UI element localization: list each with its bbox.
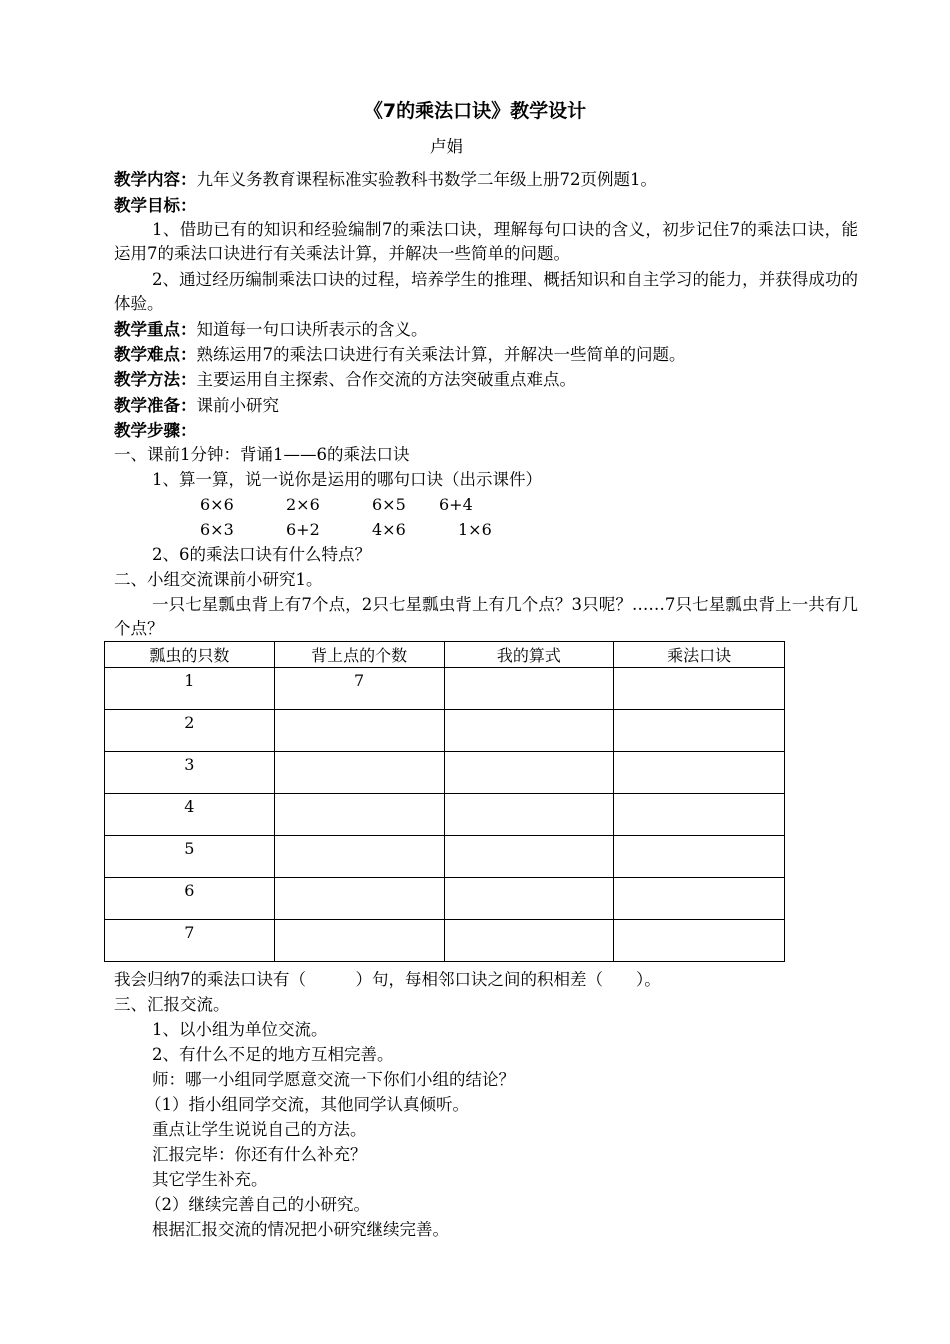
table-cell: [614, 836, 785, 878]
calc-r2-1: 6×3: [200, 520, 234, 539]
key-point-label: 教学重点：: [114, 320, 197, 339]
prep-text: 课前小研究: [196, 396, 279, 415]
section-2-heading: 二、小组交流课前小研究1。: [114, 570, 323, 589]
section-3-line-7: 其它学生补充。: [152, 1170, 268, 1189]
table-cell: [274, 920, 444, 962]
table-cell: 5: [105, 836, 275, 878]
table-cell: [614, 752, 785, 794]
section-1-heading: 一、课前1分钟：背诵1——6的乘法口诀: [114, 445, 410, 464]
table-cell: [444, 668, 614, 710]
table-cell: 2: [105, 710, 275, 752]
table-row: [105, 752, 785, 794]
table-cell: [614, 710, 785, 752]
calc-r2-4: 1×6: [458, 520, 492, 539]
goal-2: 2、通过经历编制乘法口诀的过程，培养学生的推理、概括知识和自主学习的能力，并获得成功的体验。: [114, 270, 858, 313]
key-point-line: [114, 318, 428, 342]
goal-1: 1、借助已有的知识和经验编制7的乘法口诀，理解每句口诀的含义，初步记住7的乘法口诀，能运用7的乘法口诀进行有关乘法计算，并解决一些简单的问题。: [114, 220, 858, 263]
steps-label: 教学步骤：: [114, 421, 197, 440]
key-point-text: 知道每一句口诀所表示的含义。: [196, 320, 428, 339]
table-cell: 3: [105, 752, 275, 794]
table-row: [105, 836, 785, 878]
table-cell: [274, 710, 444, 752]
table-cell: [444, 710, 614, 752]
calc-r1-2: 2×6: [286, 495, 320, 514]
section-3-line-9: 根据汇报交流的情况把小研究继续完善。: [152, 1220, 449, 1239]
section-3-line-4: （1）指小组同学交流，其他同学认真倾听。: [145, 1095, 469, 1114]
table-cell: [274, 752, 444, 794]
section-1-question-2: 2、6的乘法口诀有什么特点？: [152, 545, 371, 564]
method-label: 教学方法：: [114, 370, 197, 389]
document-title: 《7的乘法口诀》教学设计: [363, 100, 587, 122]
table-row: [105, 794, 785, 836]
section-1-question-1: 1、算一算，说一说你是运用的哪句口诀（出示课件）: [152, 470, 542, 489]
prep-line: [114, 394, 279, 418]
section-3-line-5: 重点让学生说说自己的方法。: [152, 1120, 367, 1139]
table-row: [105, 710, 785, 752]
table-header-cell: 背上点的个数: [274, 642, 444, 668]
calc-r1-3: 6×5: [372, 495, 406, 514]
prep-label: 教学准备：: [114, 396, 197, 415]
table-cell: [614, 794, 785, 836]
table-cell: 4: [105, 794, 275, 836]
ladybug-table: [104, 641, 785, 962]
table-header-cell: 瓢虫的只数: [105, 642, 275, 668]
table-cell: [614, 878, 785, 920]
calc-r2-2: 6+2: [286, 520, 320, 539]
section-3-line-2: 2、有什么不足的地方互相完善。: [152, 1045, 394, 1064]
calc-r1-1: 6×6: [200, 495, 234, 514]
goals-label: 教学目标：: [114, 196, 197, 215]
content-text: 九年义务教育课程标准实验教科书数学二年级上册72页例题1。: [196, 170, 657, 189]
table-cell: [444, 836, 614, 878]
method-text: 主要运用自主探索、合作交流的方法突破重点难点。: [196, 370, 576, 389]
content-line: [114, 168, 657, 192]
difficulty-line: [114, 343, 686, 367]
table-cell: [614, 668, 785, 710]
summary-line: 我会归纳7的乘法口诀有（ ）句，每相邻口诀之间的积相差（ ）。: [114, 970, 661, 989]
table-cell: [274, 794, 444, 836]
author-name: 卢娟: [430, 137, 463, 156]
table-cell: 7: [105, 920, 275, 962]
section-3-line-6: 汇报完毕：你还有什么补充？: [152, 1145, 367, 1164]
table-cell: [614, 920, 785, 962]
table-cell: [444, 878, 614, 920]
section-3-line-8: （2）继续完善自己的小研究。: [145, 1195, 370, 1214]
table-cell: 6: [105, 878, 275, 920]
table-cell: [274, 878, 444, 920]
difficulty-label: 教学难点：: [114, 345, 197, 364]
table-row: [105, 668, 785, 710]
table-cell: 7: [274, 668, 444, 710]
table-header-cell: 乘法口诀: [614, 642, 785, 668]
section-3-line-1: 1、以小组为单位交流。: [152, 1020, 328, 1039]
table-header-cell: 我的算式: [444, 642, 614, 668]
table-cell: [444, 794, 614, 836]
table-row: [105, 920, 785, 962]
calc-r2-3: 4×6: [372, 520, 406, 539]
table-header-row: [105, 642, 785, 668]
table-row: [105, 878, 785, 920]
table-cell: [444, 920, 614, 962]
table-cell: [444, 752, 614, 794]
table-cell: [274, 836, 444, 878]
content-label: 教学内容：: [114, 170, 197, 189]
section-3-heading: 三、汇报交流。: [114, 995, 230, 1014]
table-cell: 1: [105, 668, 275, 710]
calc-r1-4: 6+4: [439, 495, 473, 514]
section-2-paragraph: 一只七星瓢虫背上有7个点，2只七星瓢虫背上有几个点？3只呢？……7只七星瓢虫背上一共有几个点？: [114, 595, 858, 638]
difficulty-text: 熟练运用7的乘法口诀进行有关乘法计算，并解决一些简单的问题。: [196, 345, 686, 364]
method-line: [114, 368, 576, 392]
section-3-line-3: 师：哪一小组同学愿意交流一下你们小组的结论？: [152, 1070, 515, 1089]
